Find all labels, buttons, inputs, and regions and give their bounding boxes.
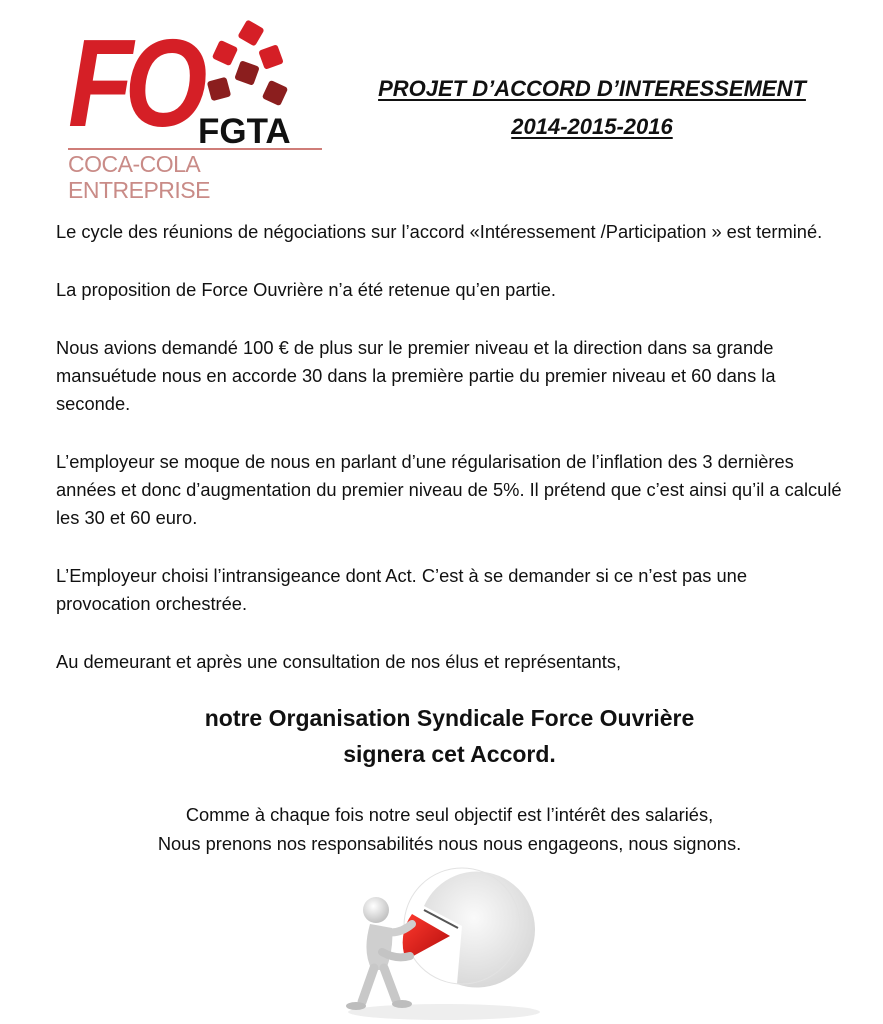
paragraph-intransigeance: L’Employeur choisi l’intransigeance dont Act. C’est à se demander si ce n’est pas une provocation orchestrée.	[56, 565, 748, 614]
closing-line-2: Nous prenons nos responsabilités nous nous engageons, nous signons.	[157, 833, 742, 854]
logo-squares-icon	[202, 20, 302, 120]
title-line-1: PROJET D’ACCORD D’INTERESSEMENT	[378, 76, 806, 101]
logo-company-text: COCA-COLA ENTREPRISE	[68, 148, 322, 203]
paragraph-proposition: La proposition de Force Ouvrière n’a été retenue qu’en partie.	[56, 279, 556, 300]
emphasis-line-1: notre Organisation Syndicale Force Ouvrière	[204, 705, 695, 731]
document-body	[56, 218, 846, 676]
paragraph-employer-inflation: L’employeur se moque de nous en parlant d’une régularisation de l’inflation des 3 dernières années et donc d’augmentation du premier niveau de 5%. Il prétend que c’est ainsi qu’il a calculé les 30 et 60 euro.	[56, 451, 842, 528]
title-line-2: 2014-2015-2016	[511, 114, 673, 139]
emphasis-line-2: signera cet Accord.	[343, 741, 556, 767]
paragraph-demand: Nous avions demandé 100 € de plus sur le premier niveau et la direction dans sa grande mansuétude nous en accorde 30 dans la première partie du premier niveau et 60 dans la seconde.	[56, 337, 776, 414]
document-title	[342, 70, 842, 146]
logo-fo-mark: FO	[68, 15, 199, 153]
fo-fgta-logo	[62, 14, 322, 203]
closing-line-1: Comme à chaque fois notre seul objectif est l’intérêt des salariés,	[185, 804, 714, 825]
paragraph-consultation: Au demeurant et après une consultation de nos élus et représentants,	[56, 651, 622, 672]
figure-pushing-pie-slice-icon	[332, 862, 552, 1022]
paragraph-cycle: Le cycle des réunions de négociations sur l’accord «Intéressement /Participation » est terminé.	[56, 221, 823, 242]
logo-fgta-text: FGTA	[198, 112, 291, 151]
